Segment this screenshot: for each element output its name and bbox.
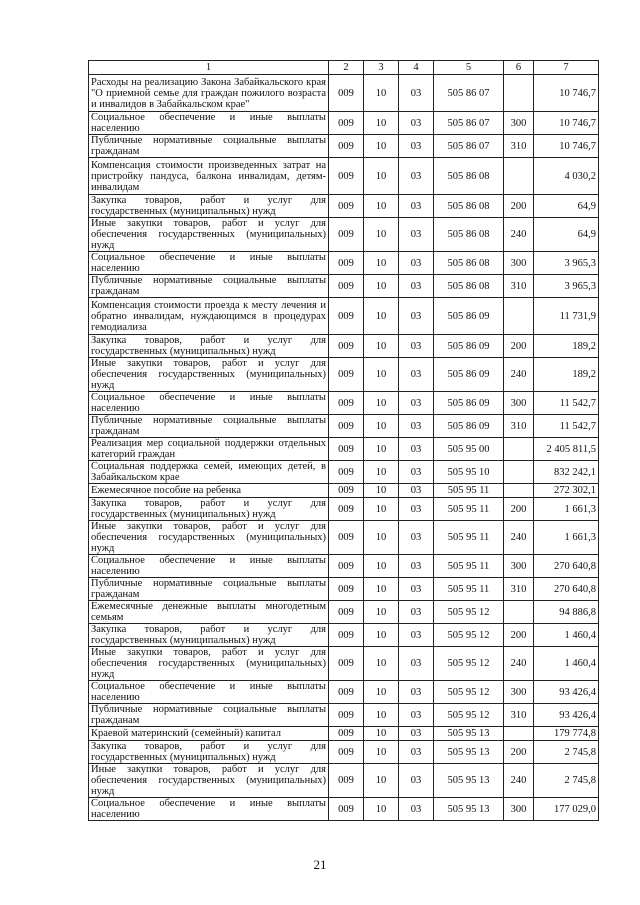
- row-amount: 270 640,8: [534, 578, 599, 601]
- row-amount: 1 661,3: [534, 521, 599, 555]
- row-code-6: 240: [504, 647, 534, 681]
- row-name: Закупка товаров, работ и услуг для государственных (муниципальных) нужд: [89, 498, 329, 521]
- row-code-3: 10: [364, 704, 399, 727]
- row-code-5: 505 95 12: [434, 704, 504, 727]
- row-amount: 93 426,4: [534, 704, 599, 727]
- row-code-6: 300: [504, 112, 534, 135]
- row-code-5: 505 86 08: [434, 252, 504, 275]
- row-code-6: [504, 158, 534, 195]
- row-code-2: 009: [329, 415, 364, 438]
- row-code-3: 10: [364, 438, 399, 461]
- col-header-6: 6: [504, 61, 534, 75]
- row-code-4: 03: [399, 158, 434, 195]
- row-amount: 11 542,7: [534, 415, 599, 438]
- row-name: Иные закупки товаров, работ и услуг для обеспечения государственных (муниципальных) нужд: [89, 647, 329, 681]
- row-code-6: [504, 298, 534, 335]
- row-name: Социальное обеспечение и иные выплаты населению: [89, 392, 329, 415]
- row-code-5: 505 86 09: [434, 335, 504, 358]
- row-code-3: 10: [364, 741, 399, 764]
- row-name: Ежемесячные денежные выплаты многодетным семьям: [89, 601, 329, 624]
- row-code-4: 03: [399, 624, 434, 647]
- row-amount: 189,2: [534, 358, 599, 392]
- row-code-3: 10: [364, 601, 399, 624]
- row-code-6: 300: [504, 681, 534, 704]
- row-code-3: 10: [364, 298, 399, 335]
- row-code-3: 10: [364, 252, 399, 275]
- row-code-6: 300: [504, 252, 534, 275]
- row-name: Закупка товаров, работ и услуг для государственных (муниципальных) нужд: [89, 195, 329, 218]
- row-code-3: 10: [364, 75, 399, 112]
- row-code-5: 505 95 13: [434, 798, 504, 821]
- table-row: [89, 112, 599, 135]
- row-name: Публичные нормативные социальные выплаты гражданам: [89, 415, 329, 438]
- table-row: [89, 158, 599, 195]
- table-row: [89, 798, 599, 821]
- row-code-6: 240: [504, 218, 534, 252]
- row-code-3: 10: [364, 647, 399, 681]
- budget-table: [88, 60, 599, 821]
- row-code-5: 505 86 08: [434, 275, 504, 298]
- row-amount: 2 745,8: [534, 764, 599, 798]
- row-name: Иные закупки товаров, работ и услуг для обеспечения государственных (муниципальных) нужд: [89, 218, 329, 252]
- row-code-2: 009: [329, 335, 364, 358]
- row-code-4: 03: [399, 555, 434, 578]
- table-row: [89, 75, 599, 112]
- row-code-5: 505 95 11: [434, 578, 504, 601]
- header-row: [89, 61, 599, 75]
- row-code-6: 240: [504, 358, 534, 392]
- row-amount: 1 661,3: [534, 498, 599, 521]
- row-code-6: 200: [504, 195, 534, 218]
- col-header-5: 5: [434, 61, 504, 75]
- row-code-2: 009: [329, 555, 364, 578]
- col-header-1: 1: [89, 61, 329, 75]
- row-name: Социальное обеспечение и иные выплаты населению: [89, 798, 329, 821]
- row-name: Компенсация стоимости проезда к месту лечения и обратно инвалидам, нуждающимся в процедурах гемодиализа: [89, 298, 329, 335]
- col-header-7: 7: [534, 61, 599, 75]
- row-code-6: [504, 461, 534, 484]
- row-code-2: 009: [329, 681, 364, 704]
- row-code-3: 10: [364, 195, 399, 218]
- row-code-2: 009: [329, 298, 364, 335]
- table-row: [89, 521, 599, 555]
- row-code-4: 03: [399, 461, 434, 484]
- table-row: [89, 275, 599, 298]
- row-code-4: 03: [399, 521, 434, 555]
- row-code-3: 10: [364, 461, 399, 484]
- row-name: Публичные нормативные социальные выплаты гражданам: [89, 135, 329, 158]
- row-code-2: 009: [329, 392, 364, 415]
- row-code-4: 03: [399, 75, 434, 112]
- row-code-2: 009: [329, 498, 364, 521]
- row-code-4: 03: [399, 727, 434, 741]
- row-code-2: 009: [329, 461, 364, 484]
- row-code-6: 310: [504, 578, 534, 601]
- row-code-5: 505 95 11: [434, 521, 504, 555]
- row-code-4: 03: [399, 484, 434, 498]
- table-row: [89, 195, 599, 218]
- row-code-2: 009: [329, 727, 364, 741]
- row-code-5: 505 95 10: [434, 461, 504, 484]
- row-amount: 3 965,3: [534, 275, 599, 298]
- row-code-5: 505 95 11: [434, 498, 504, 521]
- table-row: [89, 135, 599, 158]
- col-header-2: 2: [329, 61, 364, 75]
- table-row: [89, 438, 599, 461]
- row-amount: 10 746,7: [534, 75, 599, 112]
- table-row: [89, 358, 599, 392]
- row-code-2: 009: [329, 484, 364, 498]
- row-code-6: 240: [504, 764, 534, 798]
- table-row: [89, 498, 599, 521]
- row-code-2: 009: [329, 624, 364, 647]
- row-name: Публичные нормативные социальные выплаты гражданам: [89, 578, 329, 601]
- row-code-3: 10: [364, 764, 399, 798]
- row-code-4: 03: [399, 601, 434, 624]
- row-amount: 4 030,2: [534, 158, 599, 195]
- row-amount: 11 542,7: [534, 392, 599, 415]
- row-amount: 179 774,8: [534, 727, 599, 741]
- row-code-2: 009: [329, 158, 364, 195]
- row-amount: 64,9: [534, 218, 599, 252]
- row-code-3: 10: [364, 727, 399, 741]
- row-code-6: 200: [504, 498, 534, 521]
- row-name: Публичные нормативные социальные выплаты гражданам: [89, 275, 329, 298]
- row-code-5: 505 95 13: [434, 727, 504, 741]
- row-code-4: 03: [399, 252, 434, 275]
- row-code-6: 310: [504, 704, 534, 727]
- row-code-4: 03: [399, 218, 434, 252]
- row-code-4: 03: [399, 578, 434, 601]
- row-code-6: 200: [504, 335, 534, 358]
- row-code-3: 10: [364, 335, 399, 358]
- row-code-6: 310: [504, 415, 534, 438]
- row-code-2: 009: [329, 358, 364, 392]
- row-code-5: 505 86 08: [434, 158, 504, 195]
- row-code-2: 009: [329, 578, 364, 601]
- row-code-4: 03: [399, 438, 434, 461]
- row-code-6: [504, 75, 534, 112]
- row-name: Расходы на реализацию Закона Забайкальского края "О приемной семье для граждан пожилого возраста и инвалидов в Забайкальском крае": [89, 75, 329, 112]
- row-code-5: 505 86 07: [434, 75, 504, 112]
- row-code-3: 10: [364, 798, 399, 821]
- table-row: [89, 647, 599, 681]
- row-code-4: 03: [399, 275, 434, 298]
- row-code-4: 03: [399, 498, 434, 521]
- row-amount: 10 746,7: [534, 135, 599, 158]
- row-code-5: 505 86 07: [434, 135, 504, 158]
- table-row: [89, 578, 599, 601]
- table-row: [89, 335, 599, 358]
- row-code-3: 10: [364, 112, 399, 135]
- table-row: [89, 624, 599, 647]
- row-code-5: 505 95 00: [434, 438, 504, 461]
- table-row: [89, 484, 599, 498]
- row-code-5: 505 86 07: [434, 112, 504, 135]
- row-code-5: 505 95 11: [434, 555, 504, 578]
- row-code-3: 10: [364, 275, 399, 298]
- row-code-3: 10: [364, 218, 399, 252]
- row-amount: 11 731,9: [534, 298, 599, 335]
- row-code-2: 009: [329, 75, 364, 112]
- row-amount: 1 460,4: [534, 647, 599, 681]
- row-name: Иные закупки товаров, работ и услуг для обеспечения государственных (муниципальных) нужд: [89, 764, 329, 798]
- row-amount: 10 746,7: [534, 112, 599, 135]
- table-row: [89, 741, 599, 764]
- row-code-5: 505 95 11: [434, 484, 504, 498]
- row-name: Социальное обеспечение и иные выплаты населению: [89, 555, 329, 578]
- row-name: Реализация мер социальной поддержки отдельных категорий граждан: [89, 438, 329, 461]
- page-number: 21: [313, 857, 327, 872]
- row-name: Закупка товаров, работ и услуг для государственных (муниципальных) нужд: [89, 335, 329, 358]
- table-row: [89, 555, 599, 578]
- row-code-6: 300: [504, 798, 534, 821]
- table-row: [89, 415, 599, 438]
- row-code-3: 10: [364, 484, 399, 498]
- row-amount: 177 029,0: [534, 798, 599, 821]
- table-row: [89, 727, 599, 741]
- row-code-2: 009: [329, 275, 364, 298]
- row-code-2: 009: [329, 601, 364, 624]
- table-row: [89, 704, 599, 727]
- row-code-5: 505 95 13: [434, 741, 504, 764]
- row-code-2: 009: [329, 195, 364, 218]
- row-code-6: 310: [504, 275, 534, 298]
- row-code-3: 10: [364, 415, 399, 438]
- row-code-4: 03: [399, 798, 434, 821]
- row-code-5: 505 95 12: [434, 647, 504, 681]
- row-code-4: 03: [399, 112, 434, 135]
- row-code-3: 10: [364, 392, 399, 415]
- row-name: Закупка товаров, работ и услуг для государственных (муниципальных) нужд: [89, 741, 329, 764]
- row-code-4: 03: [399, 298, 434, 335]
- col-header-3: 3: [364, 61, 399, 75]
- row-amount: 189,2: [534, 335, 599, 358]
- row-amount: 2 745,8: [534, 741, 599, 764]
- row-code-3: 10: [364, 624, 399, 647]
- row-amount: 270 640,8: [534, 555, 599, 578]
- row-name: Социальная поддержка семей, имеющих детей, в Забайкальском крае: [89, 461, 329, 484]
- row-code-2: 009: [329, 647, 364, 681]
- row-code-3: 10: [364, 681, 399, 704]
- row-code-4: 03: [399, 135, 434, 158]
- row-code-2: 009: [329, 741, 364, 764]
- row-amount: 94 886,8: [534, 601, 599, 624]
- row-name: Социальное обеспечение и иные выплаты населению: [89, 252, 329, 275]
- row-code-3: 10: [364, 135, 399, 158]
- row-amount: 93 426,4: [534, 681, 599, 704]
- row-code-2: 009: [329, 438, 364, 461]
- row-code-4: 03: [399, 392, 434, 415]
- row-amount: 272 302,1: [534, 484, 599, 498]
- table-row: [89, 461, 599, 484]
- row-code-5: 505 95 12: [434, 601, 504, 624]
- row-code-2: 009: [329, 135, 364, 158]
- row-code-2: 009: [329, 521, 364, 555]
- row-code-5: 505 95 12: [434, 624, 504, 647]
- row-code-2: 009: [329, 112, 364, 135]
- row-name: Иные закупки товаров, работ и услуг для обеспечения государственных (муниципальных) нужд: [89, 521, 329, 555]
- table-row: [89, 764, 599, 798]
- row-code-5: 505 86 09: [434, 358, 504, 392]
- row-name: Ежемесячное пособие на ребенка: [89, 484, 329, 498]
- row-code-3: 10: [364, 555, 399, 578]
- row-code-4: 03: [399, 415, 434, 438]
- row-code-5: 505 86 09: [434, 392, 504, 415]
- row-code-5: 505 86 09: [434, 415, 504, 438]
- row-code-4: 03: [399, 681, 434, 704]
- row-code-2: 009: [329, 764, 364, 798]
- row-code-3: 10: [364, 158, 399, 195]
- row-code-6: 240: [504, 521, 534, 555]
- row-code-4: 03: [399, 741, 434, 764]
- row-code-4: 03: [399, 358, 434, 392]
- row-code-4: 03: [399, 335, 434, 358]
- row-code-6: 300: [504, 392, 534, 415]
- row-code-2: 009: [329, 704, 364, 727]
- row-code-6: 310: [504, 135, 534, 158]
- row-code-6: 300: [504, 555, 534, 578]
- row-code-3: 10: [364, 578, 399, 601]
- row-name: Иные закупки товаров, работ и услуг для обеспечения государственных (муниципальных) нужд: [89, 358, 329, 392]
- row-name: Компенсация стоимости произведенных затрат на пристройку пандуса, балкона инвалидам, детям-инвалидам: [89, 158, 329, 195]
- row-code-6: 200: [504, 741, 534, 764]
- row-name: Краевой материнский (семейный) капитал: [89, 727, 329, 741]
- row-code-5: 505 86 08: [434, 195, 504, 218]
- row-code-3: 10: [364, 358, 399, 392]
- row-code-4: 03: [399, 764, 434, 798]
- row-code-6: [504, 438, 534, 461]
- row-code-4: 03: [399, 195, 434, 218]
- row-amount: 1 460,4: [534, 624, 599, 647]
- row-name: Закупка товаров, работ и услуг для государственных (муниципальных) нужд: [89, 624, 329, 647]
- row-name: Социальное обеспечение и иные выплаты населению: [89, 681, 329, 704]
- row-code-5: 505 86 08: [434, 218, 504, 252]
- table-row: [89, 298, 599, 335]
- row-amount: 64,9: [534, 195, 599, 218]
- table-row: [89, 218, 599, 252]
- row-code-4: 03: [399, 704, 434, 727]
- row-code-4: 03: [399, 647, 434, 681]
- row-code-2: 009: [329, 798, 364, 821]
- row-amount: 2 405 811,5: [534, 438, 599, 461]
- row-name: Публичные нормативные социальные выплаты гражданам: [89, 704, 329, 727]
- row-code-5: 505 95 13: [434, 764, 504, 798]
- row-code-6: [504, 727, 534, 741]
- row-name: Социальное обеспечение и иные выплаты населению: [89, 112, 329, 135]
- table-row: [89, 392, 599, 415]
- row-code-3: 10: [364, 498, 399, 521]
- row-amount: 832 242,1: [534, 461, 599, 484]
- row-code-6: [504, 484, 534, 498]
- row-code-5: 505 95 12: [434, 681, 504, 704]
- row-amount: 3 965,3: [534, 252, 599, 275]
- row-code-2: 009: [329, 218, 364, 252]
- table-row: [89, 681, 599, 704]
- row-code-6: 200: [504, 624, 534, 647]
- row-code-5: 505 86 09: [434, 298, 504, 335]
- table-row: [89, 601, 599, 624]
- row-code-2: 009: [329, 252, 364, 275]
- row-code-3: 10: [364, 521, 399, 555]
- table-row: [89, 252, 599, 275]
- row-code-6: [504, 601, 534, 624]
- col-header-4: 4: [399, 61, 434, 75]
